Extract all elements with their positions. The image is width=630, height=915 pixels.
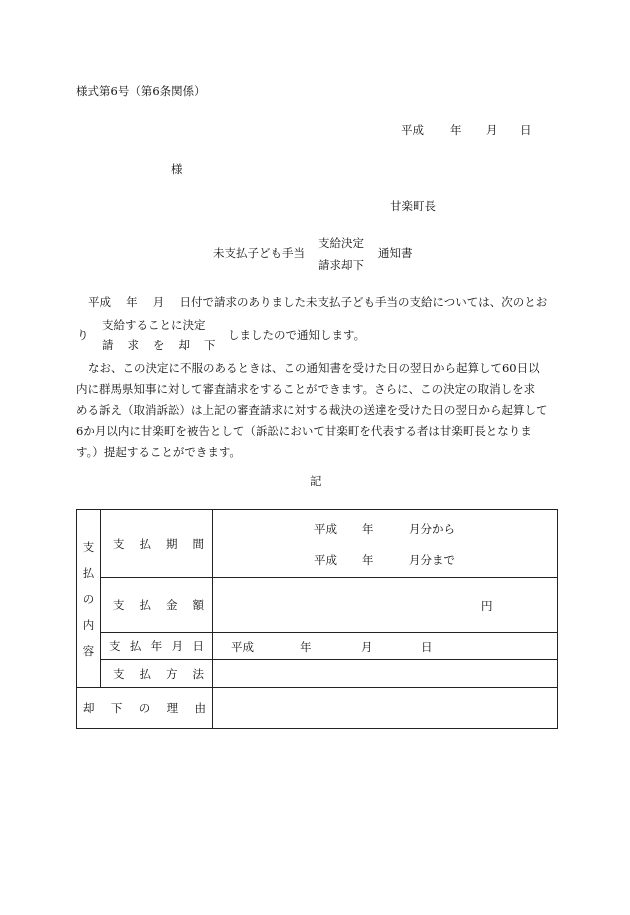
char: 求 bbox=[127, 338, 139, 352]
char: 日 bbox=[192, 639, 204, 653]
char: 払 bbox=[82, 565, 95, 580]
body1-line1: 平成 年 月 日付で請求のありました未支払子ども手当の支給については、次のとお bbox=[88, 295, 548, 309]
date-year: 年 bbox=[450, 123, 462, 137]
char: 払 bbox=[129, 639, 142, 653]
date-month: 月 bbox=[486, 123, 498, 137]
title-option-approve: 支給決定 bbox=[318, 236, 364, 250]
char: 支 bbox=[109, 639, 121, 653]
char: 金 bbox=[166, 598, 178, 612]
period-to-suffix: 月分まで bbox=[409, 553, 455, 567]
char: 支 bbox=[113, 536, 125, 551]
char: 却 bbox=[178, 338, 190, 352]
char: 月 bbox=[171, 639, 184, 653]
body1-line2-suffix: しましたので通知します。 bbox=[228, 328, 366, 342]
period-from-suffix: 月分から bbox=[409, 522, 455, 536]
char: 下 bbox=[110, 701, 123, 715]
payment-amount-label bbox=[101, 578, 213, 633]
form-number: 様式第6号（第6条関係） bbox=[76, 84, 206, 98]
body1-option-approve: 支給することに決定 bbox=[102, 318, 206, 332]
title-prefix: 未支払子ども手当 bbox=[213, 246, 305, 260]
char: 支 bbox=[113, 598, 125, 612]
amount-unit: 円 bbox=[481, 599, 493, 613]
pay-date-era: 平成 bbox=[231, 640, 254, 654]
period-from-era: 平成 bbox=[314, 522, 337, 536]
pay-date-day: 日 bbox=[421, 640, 433, 654]
char: 払 bbox=[139, 666, 151, 681]
char: 支 bbox=[113, 666, 125, 681]
char: 却 bbox=[83, 701, 95, 715]
char: 年 bbox=[150, 639, 163, 653]
payment-method-label bbox=[101, 660, 213, 688]
payment-period-value[interactable] bbox=[213, 510, 558, 578]
payment-amount-value[interactable] bbox=[213, 578, 558, 633]
period-to-year: 年 bbox=[362, 553, 374, 567]
issuer: 甘楽町長 bbox=[390, 199, 436, 213]
body2-line: なお、この決定に不服のあるときは、この通知書を受けた日の翌日から起算して60日以 bbox=[88, 361, 540, 375]
body2-line: 6か月以内に甘楽町を被告として（訴訟において甘楽町を代表する者は甘楽町長となりま bbox=[76, 424, 532, 438]
body2-line: 内に群馬県知事に対して審査請求をすることができます。さらに、この決定の取消しを求 bbox=[76, 382, 536, 396]
char: 理 bbox=[166, 701, 179, 715]
payment-contents-label bbox=[77, 510, 101, 688]
payment-date-label bbox=[101, 633, 213, 660]
addressee-suffix: 様 bbox=[171, 162, 183, 176]
char: 下 bbox=[204, 338, 216, 352]
char: 請 bbox=[102, 338, 114, 352]
period-to-era: 平成 bbox=[314, 553, 337, 567]
title-suffix: 通知書 bbox=[378, 246, 413, 260]
payment-date-value[interactable] bbox=[213, 633, 558, 660]
char: 支 bbox=[82, 539, 95, 554]
period-from-year: 年 bbox=[362, 522, 374, 536]
ki-heading: 記 bbox=[310, 474, 322, 488]
rejection-reason-value[interactable] bbox=[213, 688, 558, 729]
payment-period-label bbox=[101, 510, 213, 578]
payment-method-value[interactable] bbox=[213, 660, 558, 688]
date-era: 平成 bbox=[401, 123, 424, 137]
char: 方 bbox=[166, 666, 178, 681]
char: 由 bbox=[194, 701, 206, 715]
body2-line: める訴え（取消訴訟）は上記の審査請求に対する裁決の送達を受けた日の翌日から起算して bbox=[76, 403, 548, 417]
title-option-reject: 請求却下 bbox=[318, 258, 364, 272]
body2-line: す。）提起することができます。 bbox=[76, 445, 241, 459]
char: の bbox=[82, 591, 95, 606]
char: 容 bbox=[82, 643, 95, 658]
pay-date-year: 年 bbox=[300, 640, 312, 654]
body1-line2-prefix: り bbox=[77, 328, 89, 342]
body1-option-reject bbox=[102, 338, 216, 352]
char: 内 bbox=[82, 617, 95, 632]
char: の bbox=[138, 701, 151, 715]
pay-date-month: 月 bbox=[361, 640, 373, 654]
char: 法 bbox=[192, 666, 204, 681]
char: 間 bbox=[192, 536, 204, 551]
char: 期 bbox=[166, 536, 178, 551]
char: を bbox=[153, 338, 165, 352]
char: 払 bbox=[139, 598, 151, 612]
rejection-reason-label bbox=[77, 688, 213, 729]
char: 額 bbox=[192, 598, 204, 612]
char: 払 bbox=[139, 536, 151, 551]
date-day: 日 bbox=[520, 123, 532, 137]
payment-detail-table bbox=[76, 509, 558, 729]
